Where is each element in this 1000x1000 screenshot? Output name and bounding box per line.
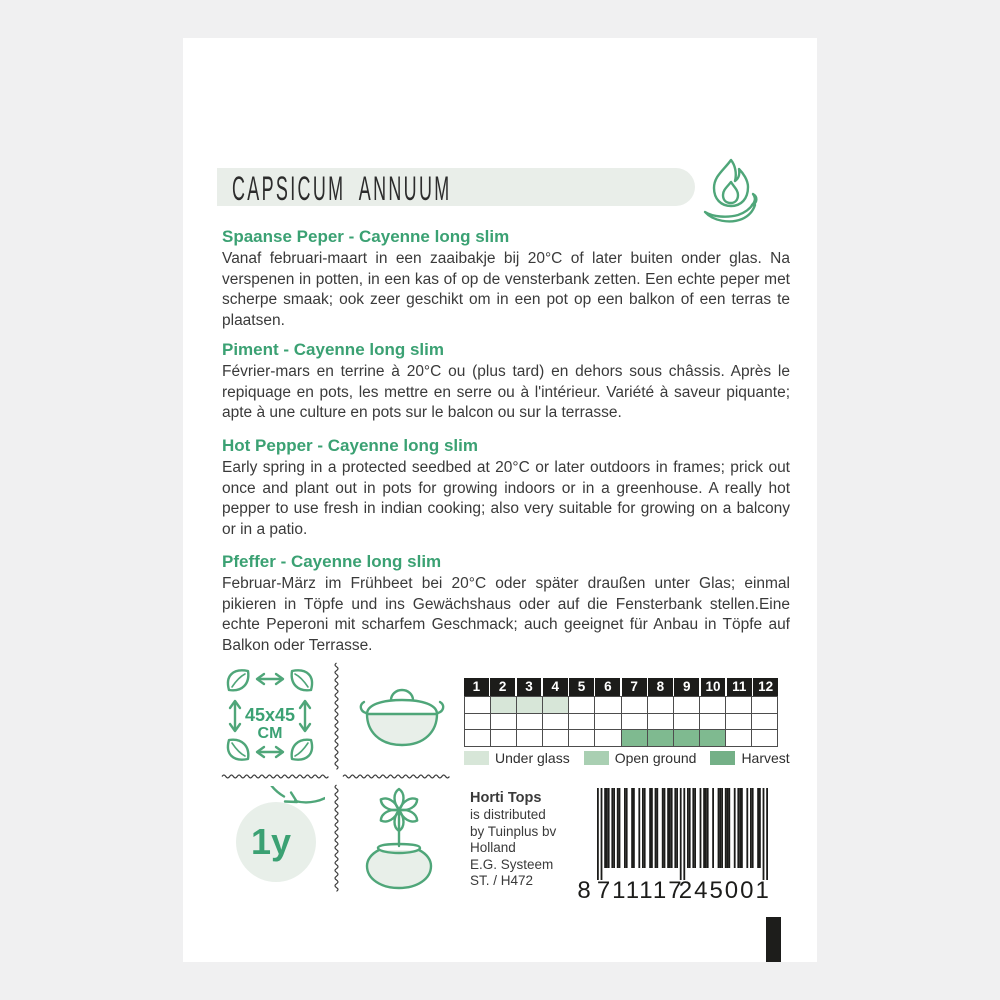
calendar-cell-harvest-10 (700, 730, 726, 747)
barcode-bar (631, 788, 633, 868)
barcode-bar (727, 788, 729, 868)
seed-packet-back (183, 38, 817, 962)
spacing-value: 45x45 (244, 705, 296, 725)
calendar-month-10: 10 (701, 678, 726, 696)
legend-label: Harvest (741, 750, 790, 766)
calendar-month-7: 7 (622, 678, 647, 696)
barcode-bar (757, 788, 759, 868)
section-body: Vanaf februari-maart in een zaaibakje bij 20°C of later buiten onder glas. Na verspenen in potten, in een kas of op de vensterbank zetten. Een echte peper met scherpe smaak; ook zeer geschikt om in een pot op een balkon of een terras te plaatsen. (222, 250, 790, 329)
legend-swatch (710, 751, 735, 766)
calendar-cell-open-ground-10 (700, 714, 726, 731)
divider-wave-vertical (333, 784, 340, 894)
barcode-bar (604, 788, 606, 868)
section-heading: Hot Pepper - Cayenne long slim (222, 436, 478, 455)
section-french (222, 340, 790, 424)
species-title: CAPSICUM ANNUUM (232, 168, 452, 208)
calendar-cell-open-ground-1 (465, 714, 491, 731)
distributor-info (470, 790, 556, 890)
barcode-bar (651, 788, 653, 868)
section-english (222, 436, 790, 540)
barcode-bar (649, 788, 651, 868)
calendar-cell-harvest-1 (465, 730, 491, 747)
calendar-cell-harvest-8 (648, 730, 674, 747)
barcode-bar (750, 788, 752, 868)
calendar-month-9: 9 (674, 678, 699, 696)
calendar-cell-under-glass-6 (595, 697, 621, 714)
lifecycle-value: 1y (250, 821, 292, 862)
barcode-bar (705, 788, 707, 868)
calendar-cell-under-glass-7 (622, 697, 648, 714)
calendar-cell-under-glass-4 (543, 697, 569, 714)
calendar-cell-open-ground-4 (543, 714, 569, 731)
calendar-cell-harvest-5 (569, 730, 595, 747)
barcode-bar (611, 788, 613, 868)
flower-pot-icon (353, 782, 445, 899)
calendar-cell-harvest-7 (622, 730, 648, 747)
barcode-bar (644, 788, 646, 868)
barcode-bar (721, 788, 723, 868)
divider-wave-horizontal (342, 773, 454, 780)
calendar-month-8: 8 (648, 678, 673, 696)
barcode-bar (692, 788, 694, 868)
distributor-line: by Tuinplus bv (470, 823, 557, 839)
barcode-bar (712, 788, 714, 868)
distributor-name: Horti Tops (470, 790, 542, 806)
barcode-digits: 8 (577, 877, 593, 904)
calendar-month-5: 5 (569, 678, 594, 696)
barcode-bar (619, 788, 621, 868)
barcode-bar (613, 788, 615, 868)
hot-pepper-flame-icon (693, 154, 769, 230)
barcode-bar (671, 788, 673, 868)
legend-swatch (584, 751, 609, 766)
calendar-cell-open-ground-11 (726, 714, 752, 731)
print-registration-mark (766, 917, 781, 962)
barcode-bar (667, 788, 669, 868)
barcode-bar (725, 788, 727, 868)
barcode-bar (689, 788, 691, 868)
distributor-line: E.G. Systeem (470, 856, 554, 872)
barcode-bar (741, 788, 743, 868)
calendar-month-4: 4 (543, 678, 568, 696)
calendar-cell-open-ground-7 (622, 714, 648, 731)
calendar-cell-under-glass-1 (465, 697, 491, 714)
calendar-cell-under-glass-10 (700, 697, 726, 714)
barcode-bar (687, 788, 689, 868)
barcode-bar (633, 788, 635, 868)
section-heading: Piment - Cayenne long slim (222, 340, 444, 359)
section-body: Februar-März im Frühbeet bei 20°C oder später draußen unter Glas; einmal pikieren in Töpfe und ins Gewächshaus oder auf die Fensterbank stellen.Eine echte Peperoni mit scharfem Geschmack; auch geeignet für Anbau in Töpfe auf Balkon oder Terrasse. (222, 575, 790, 654)
section-body: Février-mars en terrine à 20°C ou (plus tard) en dehors sous châssis. Après le repiquage en pots, les mettre en serre ou à l'intérieur. Variété à saveur piquante; apte à une culture en pots sur le balcon ou sur la terrasse. (222, 363, 790, 422)
calendar-cell-under-glass-2 (491, 697, 517, 714)
legend-swatch (464, 751, 489, 766)
barcode-bar (766, 788, 768, 880)
legend-label: Open ground (614, 750, 697, 766)
barcode-bar (763, 788, 765, 880)
cooking-pot-icon (351, 668, 453, 775)
calendar-cell-open-ground-8 (648, 714, 674, 731)
barcode-bar (674, 788, 676, 868)
barcode-bar (734, 788, 736, 868)
calendar-cell-under-glass-12 (752, 697, 778, 714)
calendar-month-2: 2 (490, 678, 515, 696)
barcode-bar (655, 788, 657, 868)
calendar-month-1: 1 (464, 678, 489, 696)
barcode-digits: 711117 (596, 877, 684, 904)
calendar-cell-open-ground-12 (752, 714, 778, 731)
barcode-bar (617, 788, 619, 868)
distributor-line: is distributed (470, 807, 546, 822)
spacing-unit: CM (257, 725, 283, 742)
barcode-bar (759, 788, 761, 868)
calendar-month-3: 3 (517, 678, 542, 696)
section-german (222, 552, 790, 656)
calendar-cell-under-glass-8 (648, 697, 674, 714)
barcode-bar (739, 788, 741, 868)
section-dutch (222, 227, 790, 331)
barcode-bar (718, 788, 720, 868)
barcode-bar (642, 788, 644, 868)
calendar-body (464, 696, 778, 747)
calendar-cell-open-ground-6 (595, 714, 621, 731)
barcode-bar (680, 788, 682, 880)
legend-label: Under glass (495, 750, 570, 766)
calendar-cell-harvest-11 (726, 730, 752, 747)
calendar-month-12: 12 (753, 678, 778, 696)
barcode-bar (608, 788, 610, 868)
annual-lifecycle-icon (223, 786, 325, 893)
calendar-cell-harvest-9 (674, 730, 700, 747)
divider-wave-horizontal (221, 773, 331, 780)
barcode-bar (746, 788, 748, 868)
calendar-cell-harvest-3 (517, 730, 543, 747)
barcode-bar (719, 788, 721, 868)
section-heading: Pfeffer - Cayenne long slim (222, 552, 442, 571)
barcode-bar (664, 788, 666, 868)
barcode-bar (703, 788, 705, 868)
calendar-month-header (464, 678, 778, 696)
barcode-bar (676, 788, 678, 868)
calendar-month-6: 6 (595, 678, 620, 696)
calendar-cell-under-glass-3 (517, 697, 543, 714)
barcode-bar (707, 788, 709, 868)
calendar-cell-open-ground-9 (674, 714, 700, 731)
barcode-bar (624, 788, 626, 868)
calendar-legend (464, 750, 804, 766)
barcode-bar (737, 788, 739, 868)
calendar-cell-harvest-2 (491, 730, 517, 747)
barcode-bar (601, 788, 603, 880)
section-heading: Spaanse Peper - Cayenne long slim (222, 227, 510, 246)
ean13-barcode (575, 788, 775, 913)
barcode-bar (656, 788, 658, 868)
barcode-bar (597, 788, 599, 880)
calendar-month-11: 11 (727, 678, 752, 696)
calendar-cell-under-glass-5 (569, 697, 595, 714)
distributor-line: Holland (470, 840, 516, 855)
calendar-cell-open-ground-5 (569, 714, 595, 731)
calendar-cell-under-glass-11 (726, 697, 752, 714)
calendar-row-open-ground (465, 714, 778, 731)
title-bar (217, 168, 695, 206)
barcode-bar (669, 788, 671, 868)
plant-spacing-icon (219, 664, 321, 771)
barcode-bar (638, 788, 640, 868)
barcode-bar (694, 788, 696, 868)
divider-wave-vertical (333, 662, 340, 774)
barcode-bar (728, 788, 730, 868)
barcode-bar (626, 788, 628, 868)
barcode-bar (662, 788, 664, 868)
barcode-digits: 245001 (678, 877, 771, 904)
section-body: Early spring in a protected seedbed at 20°C or later outdoors in frames; prick out once and plant out in pots for growing indoors or in a greenhouse. A really hot pepper to use fresh in indian cooking; also very suitable for growing on a balcony or in a patio. (222, 459, 790, 538)
barcode-bar (700, 788, 702, 868)
distributor-line: ST. / H472 (470, 873, 534, 888)
calendar-row-harvest (465, 730, 778, 747)
sowing-calendar (464, 678, 778, 747)
barcode-bar (683, 788, 685, 880)
calendar-cell-under-glass-9 (674, 697, 700, 714)
calendar-row-under-glass (465, 697, 778, 714)
calendar-cell-harvest-6 (595, 730, 621, 747)
calendar-cell-harvest-12 (752, 730, 778, 747)
calendar-cell-open-ground-3 (517, 714, 543, 731)
barcode-bar (752, 788, 754, 868)
barcode-bar (606, 788, 608, 868)
calendar-cell-open-ground-2 (491, 714, 517, 731)
calendar-cell-harvest-4 (543, 730, 569, 747)
